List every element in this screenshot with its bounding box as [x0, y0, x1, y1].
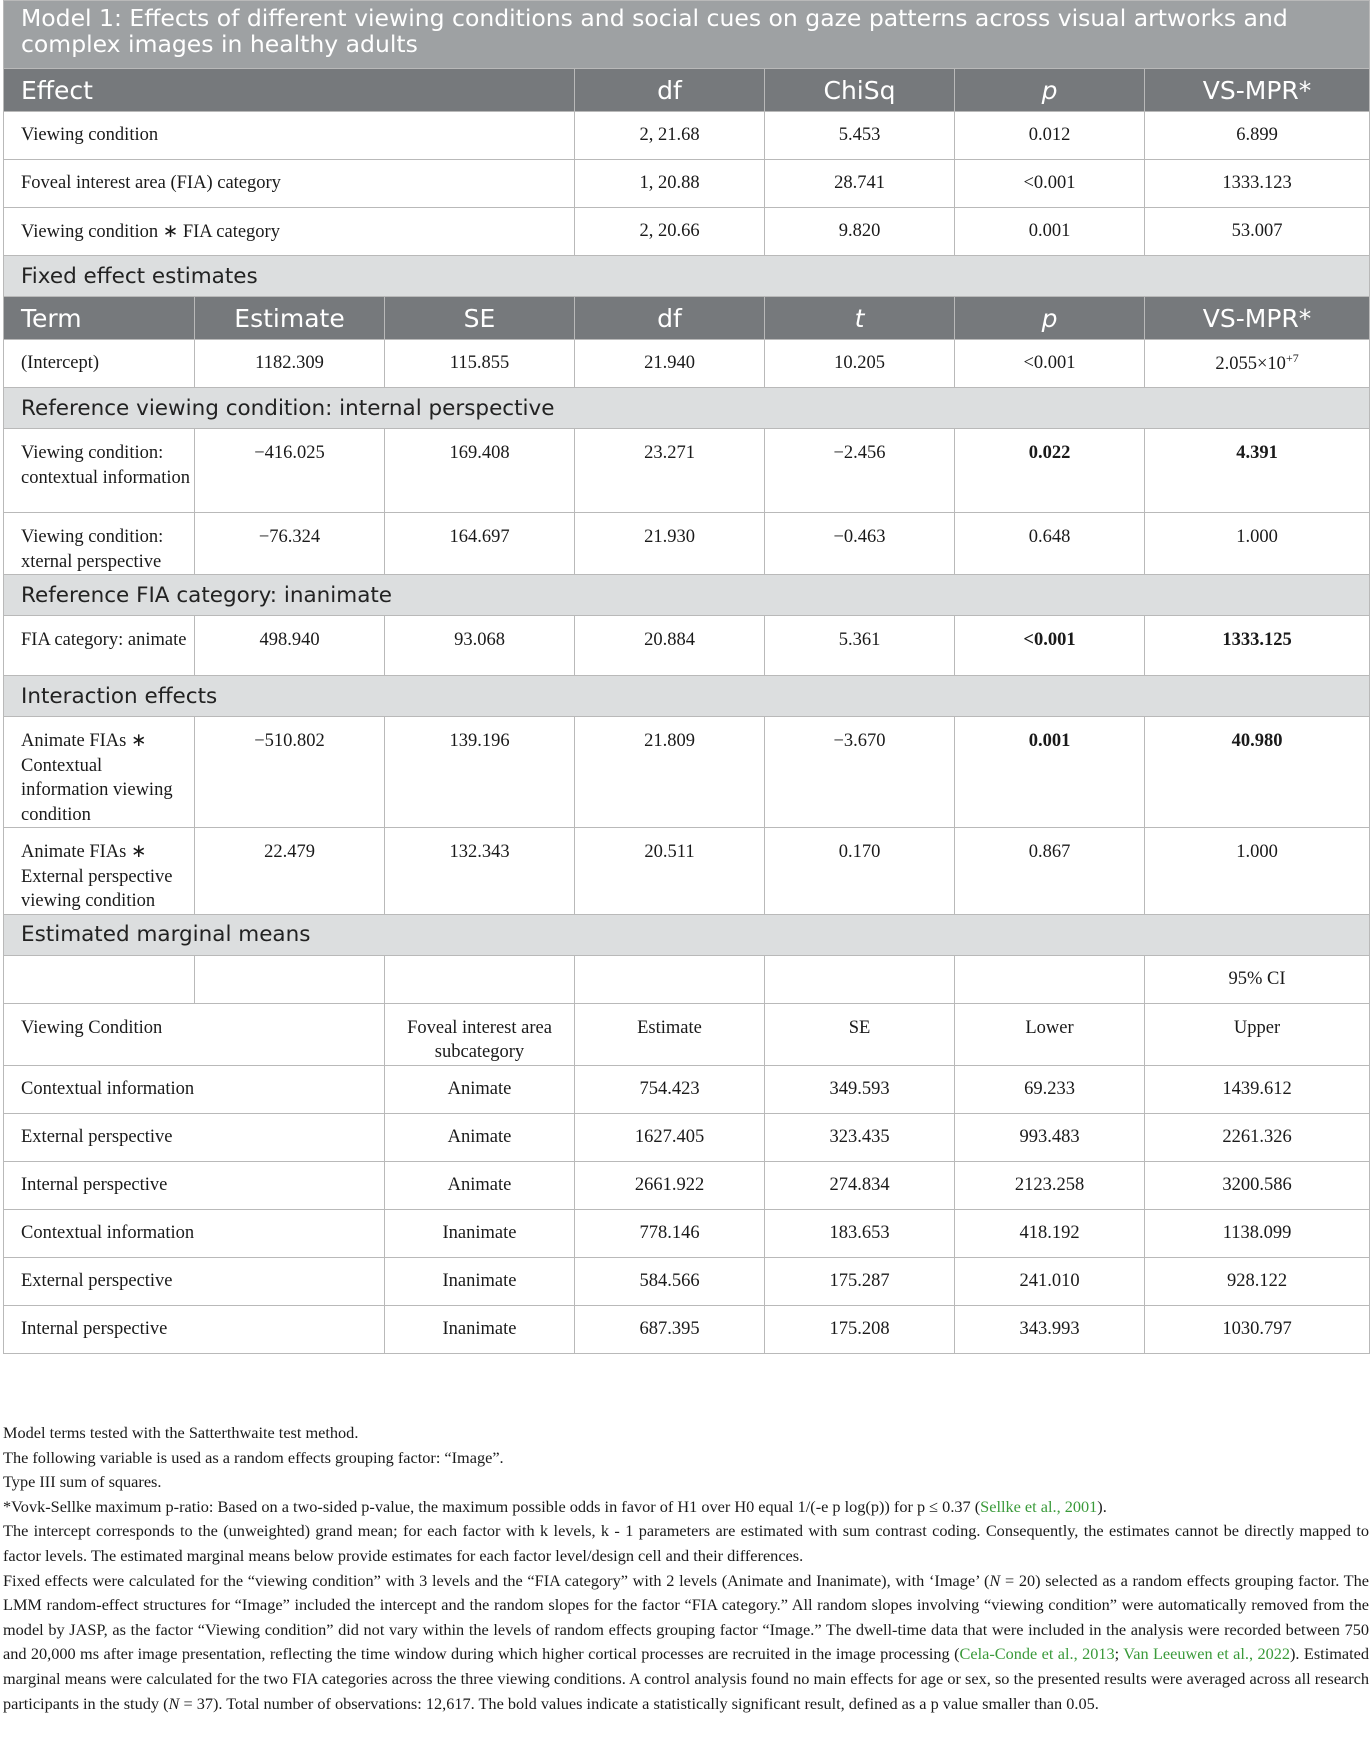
footnote: Model terms tested with the Satterthwaite test method.	[3, 1423, 359, 1442]
table-footnotes	[3, 1421, 1369, 1716]
col-term: Term	[4, 297, 195, 340]
footnote: Fixed effects were calculated for the “viewing condition” with 3 levels and the “FIA category” with 2 levels (Animate and Inanimate), with ‘Image’ (N = 20) selected as a random effects grouping factor. The LMM random-effect structures for “Image” included the intercept and the random slopes for the factor “FIA category.” All random slopes involving “viewing condition” were automatically removed from the model by JASP, as the factor “Viewing condition” did not vary within the levels of random effects grouping factor “Image.” The dwell-time data that were included in the analysis were recorded between 750 and 20,000 ms after image presentation, reflecting the time window during which higher cortical processes are recruited in the image processing (Cela-Conde et al., 2013; Van Leeuwen et al., 2022). Estimated marginal means were calculated for the two FIA categories across the three viewing conditions. A control analysis found no main effects for age or sex, so the presented results were averaged across all research participants in the study (N = 37). Total number of observations: 12,617. The bold values indicate a statistically significant result, defined as a p value smaller than 0.05.	[3, 1570, 1370, 1713]
col-df: df	[575, 69, 765, 112]
citation-link[interactable]: Van Leeuwen et al., 2022	[1123, 1644, 1291, 1664]
section-emm: Estimated marginal means	[4, 914, 1370, 955]
fixed-effects-table	[3, 255, 1370, 1354]
table-row	[4, 955, 1370, 1003]
col-se: SE	[385, 297, 575, 340]
table-row: Animate FIAs ∗ Contextual information viewing condition −510.802 139.196 21.809 −3.670 0.001 40.980	[4, 717, 1370, 828]
table-row: (Intercept) 1182.309 115.855 21.940 10.205 <0.001 $2.055\times 10^{+7}$	[4, 340, 1370, 388]
col-p: p	[955, 297, 1145, 340]
effects-table	[3, 0, 1370, 256]
ci-label: 95% CI	[1145, 955, 1370, 1003]
table-row: Viewing condition 2, 21.68 5.453 0.012 6.899	[4, 112, 1370, 160]
table-row: Contextual information Inanimate 778.146 183.653 418.192 1138.099	[4, 1209, 1370, 1257]
footnote: The following variable is used as a random effects grouping factor: “Image”.	[3, 1447, 504, 1467]
table-title: Model 1: Effects of different viewing conditions and social cues on gaze patterns across visual artworks and complex images in healthy adults	[4, 1, 1370, 69]
table-row: Viewing condition ∗ FIA category 2, 20.66 9.820 0.001 53.007	[4, 208, 1370, 256]
col-vsmpr: VS-MPR*	[1145, 69, 1370, 112]
table-row: Animate FIAs ∗ External perspective viewing condition 22.479 132.343 20.511 0.170 0.867 1.000	[4, 828, 1370, 915]
footnote: Type III sum of squares.	[3, 1472, 162, 1492]
table-row: FIA category: animate 498.940 93.068 20.884 5.361 <0.001 1333.125	[4, 616, 1370, 676]
col-effect: Effect	[4, 69, 575, 112]
citation-link[interactable]: Sellke et al., 2001	[980, 1496, 1098, 1516]
table-header-row: Viewing Condition Foveal interest area subcategory Estimate SE Lower Upper	[4, 1003, 1370, 1065]
table-row: External perspective Inanimate 584.566 175.287 241.010 928.122	[4, 1257, 1370, 1305]
section-interaction: Interaction effects	[4, 676, 1370, 717]
section-ref-viewing: Reference viewing condition: internal perspective	[4, 388, 1370, 429]
col-df: df	[575, 297, 765, 340]
col-vsmpr: VS-MPR*	[1145, 297, 1370, 340]
table-row: External perspective Animate 1627.405 323.435 993.483 2261.326	[4, 1113, 1370, 1161]
table-row: Contextual information Animate 754.423 349.593 69.233 1439.612	[4, 1065, 1370, 1113]
col-p: p	[955, 69, 1145, 112]
section-fixed: Fixed effect estimates	[4, 256, 1370, 297]
footnote: The intercept corresponds to the (unweighted) grand mean; for each factor with k levels, k - 1 parameters are estimated with sum contrast coding. Consequently, the estimates cannot be directly mapped to factor levels. The estimated marginal means below provide estimates for each factor level/design cell and their differences.	[3, 1521, 1369, 1565]
stats-table-container	[3, 0, 1369, 1354]
col-chisq: ChiSq	[765, 69, 955, 112]
col-estimate: Estimate	[195, 297, 385, 340]
table-row: Internal perspective Animate 2661.922 274.834 2123.258 3200.586	[4, 1161, 1370, 1209]
section-ref-fia: Reference FIA category: inanimate	[4, 575, 1370, 616]
table-row: Internal perspective Inanimate 687.395 175.208 343.993 1030.797	[4, 1305, 1370, 1353]
table-row: Viewing condition: contextual information −416.025 169.408 23.271 −2.456 0.022 4.391	[4, 429, 1370, 513]
col-t: t	[765, 297, 955, 340]
citation-link[interactable]: Cela-Conde et al., 2013	[959, 1644, 1115, 1664]
table-row: Viewing condition: xternal perspective −76.324 164.697 21.930 −0.463 0.648 1.000	[4, 513, 1370, 575]
table-row: Foveal interest area (FIA) category 1, 20.88 28.741 <0.001 1333.123	[4, 160, 1370, 208]
footnote: *Vovk-Sellke maximum p-ratio: Based on a two-sided p-value, the maximum possible odds in favor of H1 over H0 equal 1/(-e p log(p)) for p ≤ 0.37 (Sellke et al., 2001).	[3, 1496, 1107, 1516]
